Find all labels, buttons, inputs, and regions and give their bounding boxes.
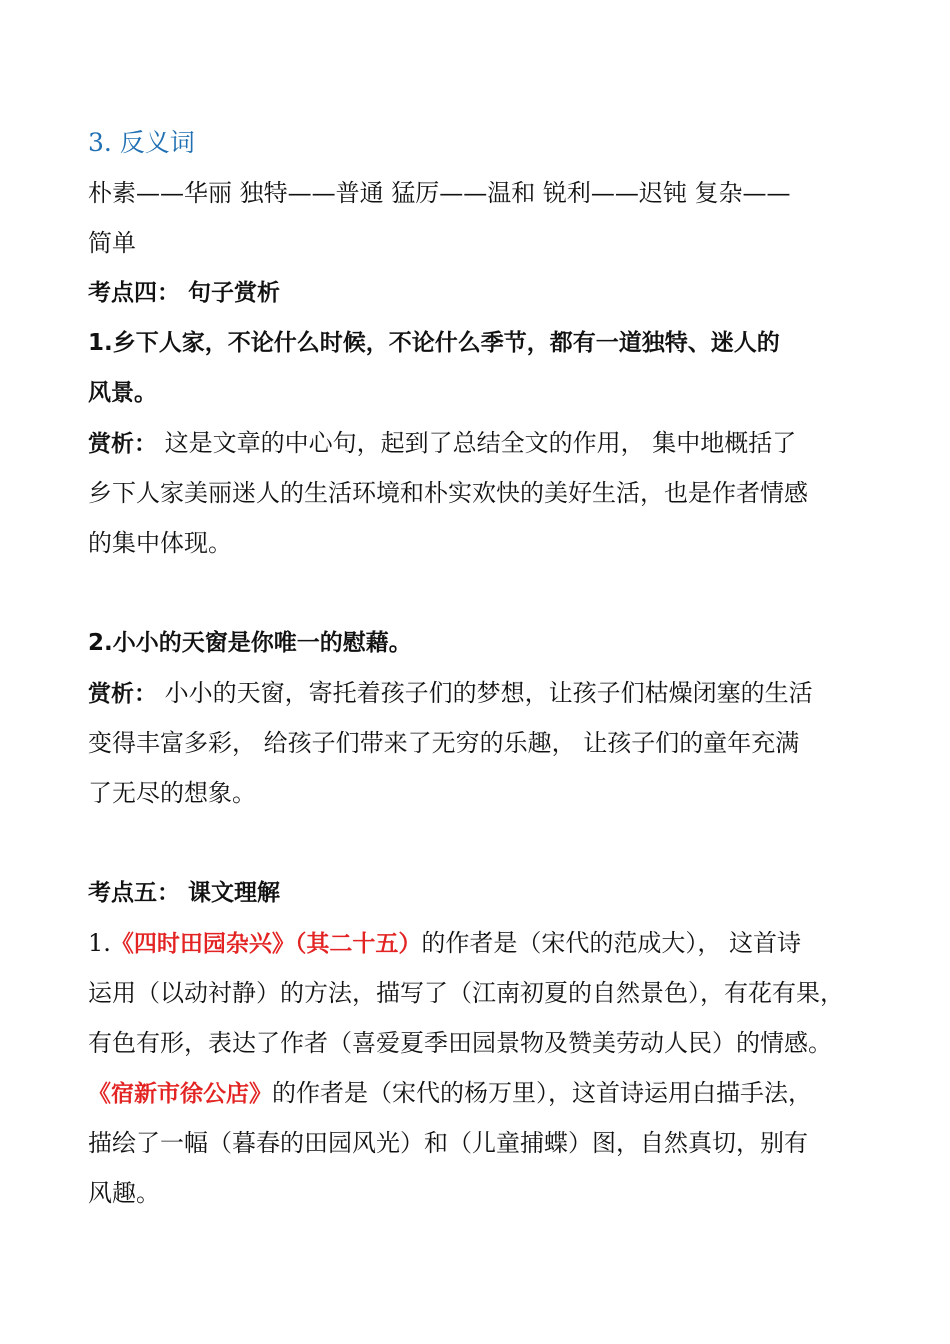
point4-item1-analysis-line-1 <box>88 418 866 468</box>
analysis-text: 小小的天窗，寄托着孩子们的梦想，让孩子们枯燥闭塞的生活 <box>157 679 813 707</box>
poem-title-sishi: 《四时田园杂兴》（其二十五） <box>110 931 422 957</box>
poem-title-suxinshi: 《宿新市徐公店》 <box>88 1081 272 1107</box>
point5-heading: 考点五： 课文理解 <box>88 880 281 906</box>
analysis-label: 赏析： <box>88 431 157 457</box>
point5-item1-line-1 <box>88 918 866 968</box>
analysis-label: 赏析： <box>88 681 157 707</box>
point4-heading: 考点四： 句子赏析 <box>88 280 281 306</box>
antonyms-line-2: 简单 <box>88 229 136 257</box>
item-number: 1. <box>88 929 111 957</box>
document-page <box>88 118 866 1218</box>
blank-line <box>88 818 866 868</box>
point5-item2-line-3: 风趣。 <box>88 1179 160 1207</box>
point4-item1-sentence-line-1: 1.乡下人家，不论什么时候，不论什么季节，都有一道独特、迷人的 <box>88 330 780 356</box>
analysis-text: 这是文章的中心句，起到了总结全文的作用， 集中地概括了 <box>157 429 797 457</box>
point4-item2-analysis-line-3: 了无尽的想象。 <box>88 779 256 807</box>
point5-item1-line-3: 有色有形，表达了作者（喜爱夏季田园景物及赞美劳动人民）的情感。 <box>88 1029 832 1057</box>
point4-item1-analysis-line-2: 乡下人家美丽迷人的生活环境和朴实欢快的美好生活，也是作者情感 <box>88 479 808 507</box>
point4-item2-sentence: 2.小小的天窗是你唯一的慰藉。 <box>88 630 412 656</box>
blank-line <box>88 568 866 618</box>
item-text: 的作者是（宋代的范成大）， 这首诗 <box>421 929 802 957</box>
antonyms-line-1: 朴素——华丽 独特——普通 猛厉——温和 锐利——迟钝 复杂—— <box>88 179 791 207</box>
section-antonyms-heading: 3. 反义词 <box>88 128 195 157</box>
point4-item1-analysis-line-3: 的集中体现。 <box>88 529 232 557</box>
point4-item2-analysis-line-1 <box>88 668 866 718</box>
point5-item2-line-2: 描绘了一幅（暮春的田园风光）和（儿童捕蝶）图，自然真切，别有 <box>88 1129 808 1157</box>
item-text: 的作者是（宋代的杨万里），这首诗运用白描手法， <box>272 1079 812 1107</box>
point4-item2-analysis-line-2: 变得丰富多彩， 给孩子们带来了无穷的乐趣， 让孩子们的童年充满 <box>88 729 800 757</box>
point5-item1-line-2: 运用（以动衬静）的方法，描写了（江南初夏的自然景色），有花有果， <box>88 979 844 1007</box>
point5-item2-line-1 <box>88 1068 866 1118</box>
point4-item1-sentence-line-2: 风景。 <box>88 380 157 406</box>
